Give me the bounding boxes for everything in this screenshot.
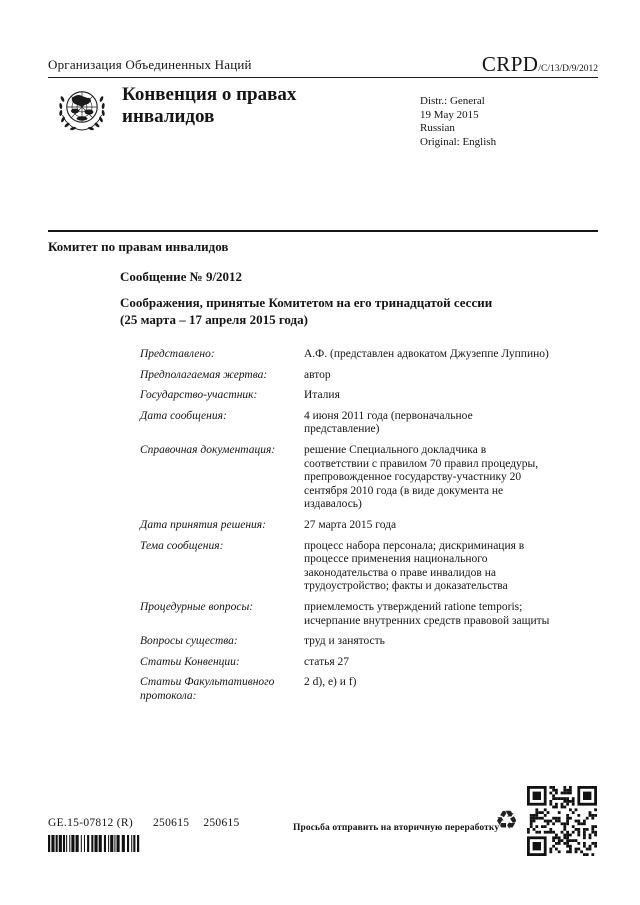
field-value: процесс набора персонала; дискриминация в процессе применения национального законодательства о праве инвалидов на трудоустройство; факты и доказательства xyxy=(304,539,525,593)
field-label: Дата сообщения: xyxy=(140,409,227,422)
job-date-1: 250615 xyxy=(153,817,190,829)
document-symbol-suffix: /C/13/D/9/2012 xyxy=(538,64,598,74)
field-row xyxy=(140,369,556,383)
field-row xyxy=(140,519,556,533)
document-symbol-main: CRPD xyxy=(481,52,539,76)
field-label: Вопросы существа: xyxy=(140,635,238,648)
field-value: труд и занятость xyxy=(304,635,385,648)
distr-line: Distr.: General xyxy=(420,95,485,107)
barcode xyxy=(48,835,144,853)
field-value: статья 27 xyxy=(304,655,350,668)
field-row xyxy=(140,389,556,403)
masthead xyxy=(52,82,296,144)
distr-line: 19 May 2015 xyxy=(420,108,479,121)
field-row xyxy=(140,656,556,670)
views-title-line1: Соображения, принятые Комитетом на его тринадцатой сессии xyxy=(120,295,493,310)
field-label: Статьи Факультативного протокола: xyxy=(140,676,275,702)
field-value: А.Ф. (представлен адвокатом Джузеппе Луппино) xyxy=(304,348,549,360)
distr-line: Russian xyxy=(420,122,455,134)
field-row xyxy=(140,410,556,437)
org-name: Организация Объединенных Наций xyxy=(48,57,252,72)
field-value: 2 d), e) и f) xyxy=(304,676,357,689)
document-symbol xyxy=(482,54,598,75)
convention-title-line1: Конвенция о правах xyxy=(122,84,297,105)
field-label: Статьи Конвенции: xyxy=(140,655,240,668)
section-divider xyxy=(48,230,598,232)
un-emblem-icon xyxy=(52,82,112,144)
fields-table xyxy=(140,348,556,710)
field-label: Государство-участник: xyxy=(140,389,258,402)
recycle-icon: ♻ xyxy=(495,806,519,836)
field-row xyxy=(140,540,556,594)
field-label: Процедурные вопросы: xyxy=(140,600,254,613)
job-date-2: 250615 xyxy=(203,817,240,829)
qr-code xyxy=(527,786,597,856)
convention-title-line2: инвалидов xyxy=(122,106,215,127)
field-value: 27 марта 2015 года xyxy=(304,518,397,531)
field-label: Тема сообщения: xyxy=(140,539,224,552)
field-row xyxy=(140,348,556,362)
views-title-line2: (25 марта – 17 апреля 2015 года) xyxy=(120,311,308,327)
job-number: GE.15-07812 (R) xyxy=(48,817,133,829)
job-number-line xyxy=(48,817,240,829)
convention-title xyxy=(122,84,296,128)
field-label: Предполагаемая жертва: xyxy=(140,368,268,381)
distribution-block xyxy=(420,95,496,149)
field-row xyxy=(140,444,556,512)
field-value: приемлемость утверждений ratione temporis; исчерпание внутренних средств правовой защиты xyxy=(304,600,550,627)
field-value: 4 июня 2011 года (первоначальное представление) xyxy=(304,409,473,436)
committee-heading: Комитет по правам инвалидов xyxy=(48,239,229,254)
page-header xyxy=(48,54,598,78)
recycle-note: Просьба отправить на вторичную переработку xyxy=(293,823,500,833)
field-label: Представлено: xyxy=(140,348,215,360)
field-row xyxy=(140,635,556,649)
communication-number: Сообщение № 9/2012 xyxy=(120,269,243,284)
field-value: решение Специального докладчика в соответствии с правилом 70 правил процедуры, препровожденное государству-участнику 20 сентября 2010 года (в виде документа не издавалось) xyxy=(304,443,539,511)
field-label: Справочная документация: xyxy=(140,443,276,456)
field-label: Дата принятия решения: xyxy=(140,518,266,531)
field-row xyxy=(140,676,556,703)
distr-line: Original: English xyxy=(420,135,497,148)
field-value: автор xyxy=(304,368,331,381)
field-value: Италия xyxy=(304,389,340,402)
views-title xyxy=(120,295,492,328)
field-row xyxy=(140,601,556,628)
